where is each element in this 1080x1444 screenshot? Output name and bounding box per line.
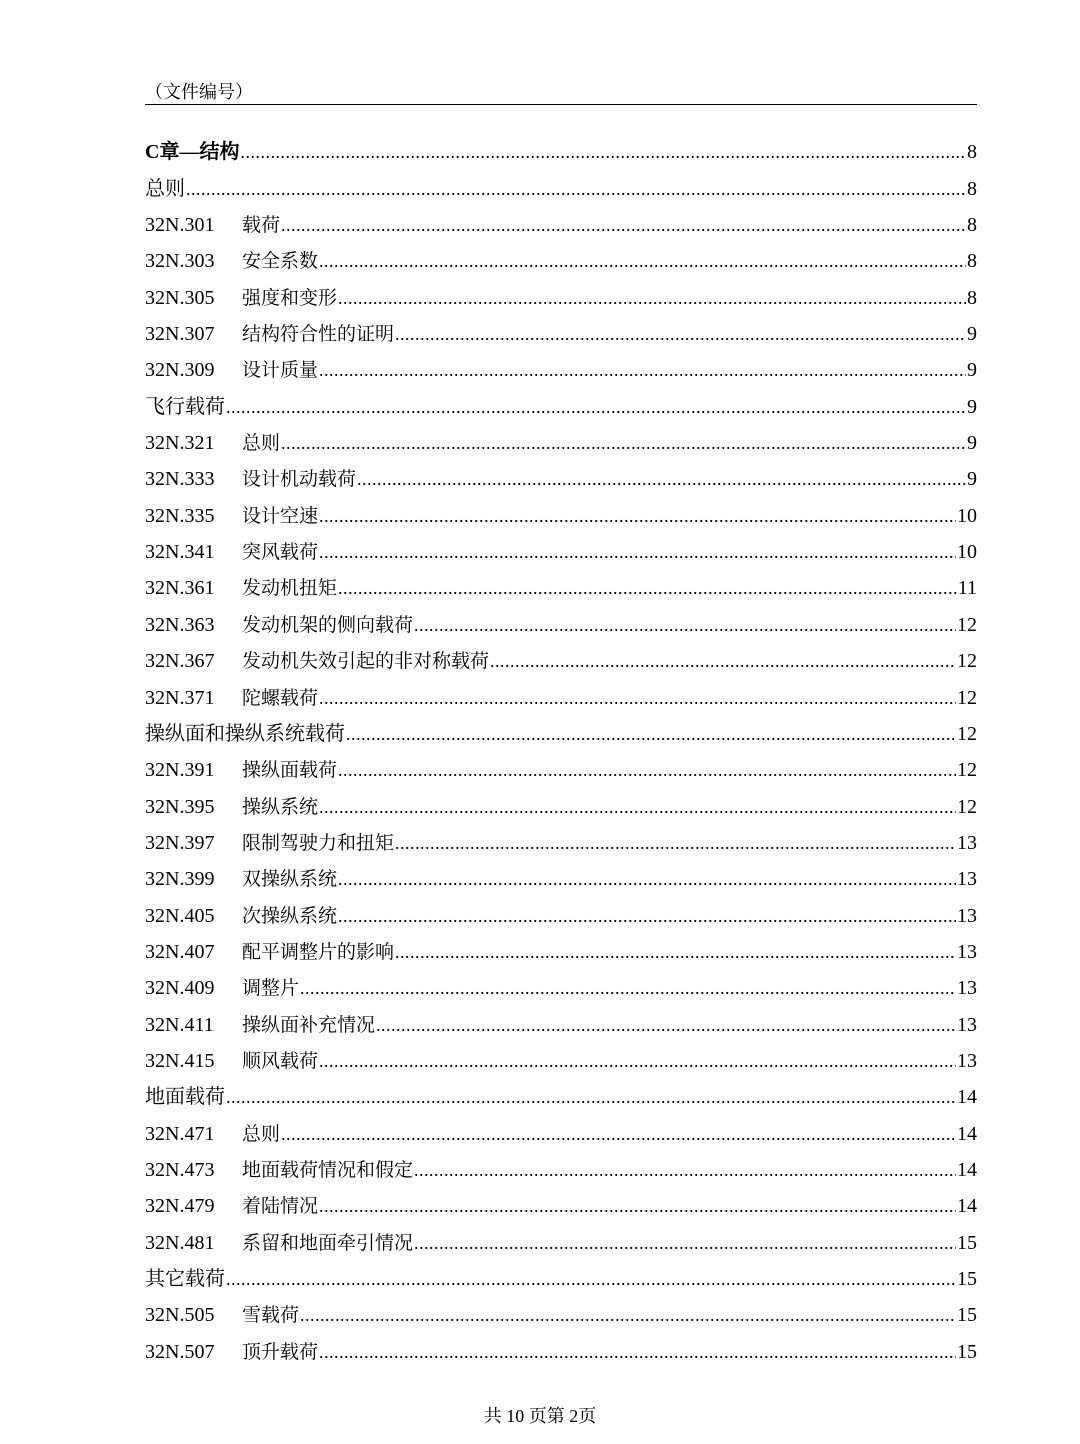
toc-section[interactable] [145,1261,977,1297]
toc-entry-title: 操纵面和操纵系统载荷 [145,722,345,745]
toc-item[interactable] [145,825,977,861]
toc-item-number: 32N.301 [145,214,215,237]
toc-item-number: 32N.409 [145,977,215,1000]
toc-item[interactable] [145,1297,977,1333]
dot-leader [300,1297,956,1333]
toc-page-number: 12 [957,795,977,818]
toc-entry-title: 设计机动载荷 [242,468,357,491]
toc-entry-title: 操纵面补充情况 [242,1013,376,1036]
toc-entry-title: 发动机架的侧向载荷 [242,613,414,636]
dot-leader [338,752,956,788]
toc-entry-title: 飞行载荷 [145,395,225,418]
toc-item-number: 32N.481 [145,1231,215,1254]
document-number: （文件编号） [145,82,253,102]
toc-item[interactable] [145,934,977,970]
toc-item[interactable] [145,788,977,824]
toc-item-number: 32N.335 [145,504,215,527]
toc-page-number: 13 [957,977,977,1000]
toc-item-number: 32N.305 [145,286,215,309]
toc-page-number: 13 [957,904,977,927]
toc-item[interactable] [145,1333,977,1369]
dot-leader [226,1261,956,1297]
toc-page-number: 8 [967,214,977,237]
dot-leader [319,498,956,534]
toc-item[interactable] [145,1152,977,1188]
toc-entry-title: 顶升载荷 [242,1340,319,1363]
toc-entry-title: 双操纵系统 [242,868,338,891]
toc-page-number: 12 [957,759,977,782]
dot-leader [281,425,966,461]
dot-leader [414,607,956,643]
dot-leader [319,1188,956,1224]
toc-page-number: 8 [967,177,977,200]
toc-page-number: 13 [957,831,977,854]
toc-page-number: 15 [957,1231,977,1254]
toc-entry-title: 总则 [242,1122,281,1145]
dot-leader [281,1116,956,1152]
toc-page-number: 11 [957,577,977,600]
toc-page-number: 9 [967,432,977,455]
toc-item[interactable] [145,752,977,788]
dot-leader [395,825,956,861]
toc-entry-title: 陀螺载荷 [242,686,319,709]
toc-item-number: 32N.405 [145,904,215,927]
dot-leader [338,898,956,934]
toc-page-number: 10 [957,541,977,564]
toc-item[interactable] [145,461,977,497]
toc-item[interactable] [145,425,977,461]
toc-item-number: 32N.397 [145,831,215,854]
dot-leader [319,1043,956,1079]
toc-item[interactable] [145,1115,977,1151]
toc-item-number: 32N.333 [145,468,215,491]
toc-page-number: 12 [957,650,977,673]
toc-item-number: 32N.303 [145,250,215,273]
toc-item-number: 32N.321 [145,432,215,455]
toc-item[interactable] [145,1043,977,1079]
toc-page-number: 12 [957,722,977,745]
toc-entry-title: 强度和变形 [242,286,338,309]
toc-entry-title: 地面载荷 [145,1086,225,1109]
toc-item[interactable] [145,679,977,715]
dot-leader [240,134,966,170]
toc-page-number: 13 [957,1049,977,1072]
toc-item[interactable] [145,534,977,570]
toc-item[interactable] [145,279,977,315]
toc-entry-title: 设计质量 [242,359,319,382]
toc-entry-title: 载荷 [242,214,281,237]
toc-item-number: 32N.507 [145,1340,215,1363]
dot-leader [414,1225,956,1261]
dot-leader [346,716,956,752]
toc-entry-title: 其它载荷 [145,1268,225,1290]
dot-leader [319,352,966,388]
page-footer: 共 10 页第 2页 [483,1406,597,1426]
toc-item[interactable] [145,861,977,897]
toc-page-number: 9 [967,395,977,418]
table-of-contents [145,134,977,1370]
toc-item[interactable] [145,243,977,279]
dot-leader [226,389,966,425]
toc-item[interactable] [145,970,977,1006]
toc-item[interactable] [145,1224,977,1260]
toc-chapter[interactable] [145,134,977,170]
toc-item-number: 32N.399 [145,868,215,891]
dot-leader [186,171,966,207]
toc-item-number: 32N.371 [145,686,215,709]
dot-leader [338,280,966,316]
toc-page-number: 9 [967,468,977,491]
toc-page-number: 12 [957,613,977,636]
toc-section[interactable] [145,716,977,752]
dot-leader [395,316,966,352]
toc-item-number: 32N.411 [145,1013,214,1036]
dot-leader [357,461,966,497]
toc-item[interactable] [145,207,977,243]
toc-entry-title: 着陆情况 [242,1195,319,1218]
toc-page-number: 14 [957,1086,977,1109]
toc-page-number: 13 [957,940,977,963]
dot-leader [319,680,956,716]
document-header [145,76,977,105]
toc-item-number: 32N.307 [145,323,215,346]
dot-leader [338,861,956,897]
toc-entry-title: 操纵面载荷 [242,759,338,782]
toc-entry-title: 总则 [242,432,281,455]
toc-item[interactable] [145,570,977,606]
toc-section[interactable] [145,388,977,424]
toc-entry-title: 限制驾驶力和扭矩 [242,831,395,854]
toc-entry-title: 雪载荷 [242,1304,300,1327]
toc-page-number: 8 [967,141,977,164]
toc-entry-title: 地面载荷情况和假定 [242,1158,414,1181]
dot-leader [319,243,966,279]
toc-item[interactable] [145,316,977,352]
toc-item[interactable] [145,897,977,933]
toc-item-number: 32N.479 [145,1195,215,1218]
toc-entry-title: 系留和地面牵引情况 [242,1231,414,1254]
toc-entry-title: 结构符合性的证明 [242,323,395,346]
toc-entry-title: 设计空速 [242,504,319,527]
toc-item-number: 32N.309 [145,359,215,382]
toc-entry-title: 调整片 [242,977,300,1000]
toc-entry-title: 发动机扭矩 [242,577,338,600]
toc-item[interactable] [145,497,977,533]
toc-entry-title: 突风载荷 [242,541,319,564]
toc-item[interactable] [145,1006,977,1042]
toc-item-number: 32N.505 [145,1304,215,1327]
dot-leader [300,970,956,1006]
toc-item[interactable] [145,606,977,642]
toc-item-number: 32N.391 [145,759,215,782]
toc-entry-title: 操纵系统 [242,795,319,818]
toc-item-number: 32N.415 [145,1049,215,1072]
toc-item[interactable] [145,352,977,388]
toc-page-number: 14 [957,1122,977,1145]
toc-page-number: 8 [967,286,977,309]
dot-leader [338,570,957,606]
toc-item[interactable] [145,643,977,679]
toc-page-number: 13 [957,1013,977,1036]
dot-leader [395,934,956,970]
toc-entry-title: 发动机失效引起的非对称载荷 [242,650,490,673]
toc-item-number: 32N.361 [145,577,215,600]
toc-item-number: 32N.471 [145,1122,215,1145]
dot-leader [319,534,956,570]
toc-item-number: 32N.367 [145,650,215,673]
dot-leader [414,1152,956,1188]
dot-leader [376,1007,956,1043]
dot-leader [490,643,956,679]
dot-leader [226,1079,956,1115]
toc-page-number: 12 [957,686,977,709]
toc-page-number: 14 [957,1195,977,1218]
toc-item-number: 32N.473 [145,1158,215,1181]
toc-page-number: 9 [967,323,977,346]
toc-page-number: 13 [957,868,977,891]
toc-page-number: 15 [957,1340,977,1363]
dot-leader [319,789,956,825]
toc-page-number: 15 [957,1268,977,1290]
toc-section[interactable] [145,1079,977,1115]
dot-leader [319,1334,956,1370]
toc-item-number: 32N.407 [145,940,215,963]
toc-entry-title: 顺风载荷 [242,1049,319,1072]
toc-page-number: 9 [967,359,977,382]
toc-entry-title: 总则 [145,177,185,200]
toc-page-number: 14 [957,1158,977,1181]
toc-item[interactable] [145,1188,977,1224]
toc-entry-title: 次操纵系统 [242,904,338,927]
dot-leader [281,207,966,243]
toc-item-number: 32N.363 [145,613,215,636]
toc-page-number: 10 [957,504,977,527]
toc-page-number: 8 [967,250,977,273]
toc-entry-title: 安全系数 [242,250,319,273]
toc-item-number: 32N.341 [145,541,215,564]
toc-item-number: 32N.395 [145,795,215,818]
toc-entry-title: C章—结构 [145,141,240,164]
toc-entry-title: 配平调整片的影响 [242,940,395,963]
toc-section[interactable] [145,170,977,206]
toc-page-number: 15 [957,1304,977,1327]
